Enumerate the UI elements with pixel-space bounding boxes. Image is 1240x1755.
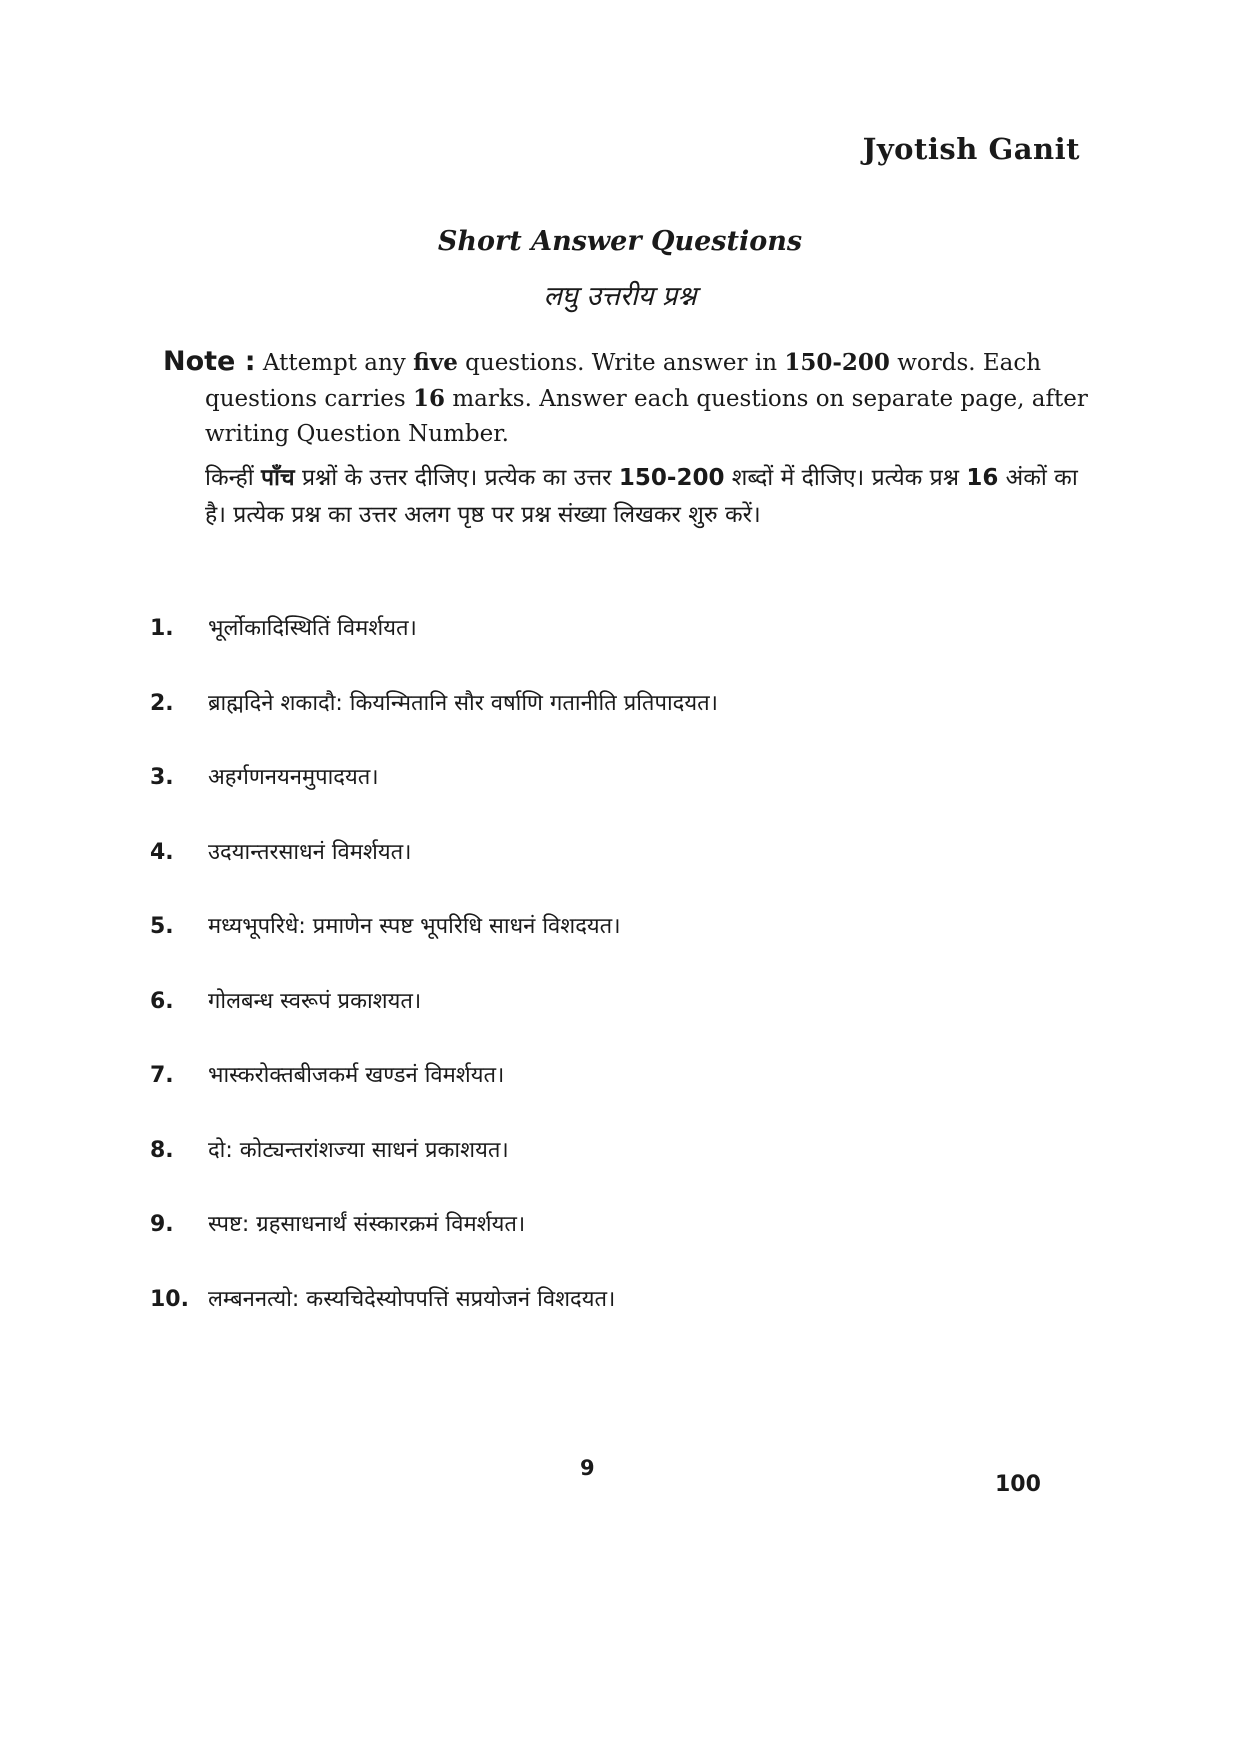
question-item	[150, 910, 1100, 985]
note-label: Note :	[163, 346, 256, 377]
question-text: मध्यभूपरिधे: प्रमाणेन स्पष्ट भूपरिधि साधनं विशदयत।	[208, 914, 621, 939]
question-number: 8.	[150, 1137, 174, 1163]
question-item	[150, 1134, 1100, 1209]
question-text: लम्बननत्यो: कस्यचिदेस्योपपत्तिं सप्रयोजनं विशदयत।	[208, 1286, 616, 1312]
question-number: 10.	[150, 1286, 189, 1312]
question-number: 6.	[150, 988, 174, 1014]
subject-title: Jyotish Ganit	[862, 132, 1080, 166]
note-hi-bold-3: 16	[966, 465, 999, 491]
question-item	[150, 985, 1100, 1060]
question-text: दो: कोट्यन्तरांशज्या साधनं प्रकाशयत।	[208, 1137, 509, 1163]
paper-code: 100	[995, 1472, 1041, 1497]
question-item	[150, 836, 1100, 911]
note-english	[163, 344, 1088, 452]
note-en-text-2: questions. Write answer in	[465, 350, 778, 376]
question-item	[150, 761, 1100, 836]
question-number: 5.	[150, 914, 174, 939]
question-number: 1.	[150, 616, 174, 641]
question-list	[150, 612, 1100, 1357]
question-number: 3.	[150, 765, 174, 790]
section-heading-hi: लघु उत्तरीय प्रश्न	[543, 281, 697, 312]
question-text: गोलबन्ध स्वरूपं प्रकाशयत।	[208, 988, 422, 1014]
question-text: भास्करोक्तबीजकर्म खण्डनं विमर्शयत।	[208, 1063, 505, 1088]
note-hi-bold-2: 150-200	[618, 465, 725, 491]
question-text: अहर्गणनयनमुपादयत।	[208, 765, 379, 790]
note-en-text-1: Attempt any	[262, 350, 406, 376]
note-en-bold-3: 16	[413, 385, 446, 412]
note-en-text-4: marks. Answer each questions on separate page, after writing Question Number.	[205, 386, 1088, 447]
question-item	[150, 1059, 1100, 1134]
note-hi-text-4: अंकों का है। प्रत्येक प्रश्न का उत्तर अलग पृष्ठ पर प्रश्न संख्या लिखकर शुरु करें।	[205, 465, 1078, 528]
note-en-text-3: words. Each questions carries	[205, 350, 1042, 412]
question-number: 4.	[150, 839, 174, 865]
question-text: उदयान्तरसाधनं विमर्शयत।	[208, 839, 412, 865]
question-item	[150, 1283, 1100, 1358]
question-item	[150, 687, 1100, 762]
note-hi-text-2: प्रश्नों के उत्तर दीजिए। प्रत्येक का उत्तर	[301, 465, 612, 491]
section-heading-en: Short Answer Questions	[437, 226, 803, 257]
note-hi-bold-1: पाँच	[260, 465, 295, 491]
question-item	[150, 612, 1100, 687]
note-en-bold-1: five	[413, 349, 458, 376]
note-hi-text-3: शब्दों में दीजिए। प्रत्येक प्रश्न	[731, 465, 960, 491]
question-text: भूर्लोकादिस्थितिं विमर्शयत।	[208, 616, 417, 641]
instructions-note	[163, 344, 1088, 534]
note-en-bold-2: 150-200	[784, 349, 890, 376]
question-text: स्पष्ट: ग्रहसाधनार्थं संस्कारक्रमं विमर्शयत।	[208, 1212, 526, 1237]
question-number: 7.	[150, 1063, 174, 1088]
question-number: 9.	[150, 1212, 174, 1237]
note-hindi	[205, 460, 1088, 534]
page-number: 9	[580, 1456, 595, 1480]
question-text: ब्राह्मदिने शकादौ: कियन्मितानि सौर वर्षाणि गतानीति प्रतिपादयत।	[208, 690, 718, 716]
note-hi-text-1: किन्हीं	[205, 465, 254, 491]
question-item	[150, 1208, 1100, 1283]
question-number: 2.	[150, 690, 174, 716]
